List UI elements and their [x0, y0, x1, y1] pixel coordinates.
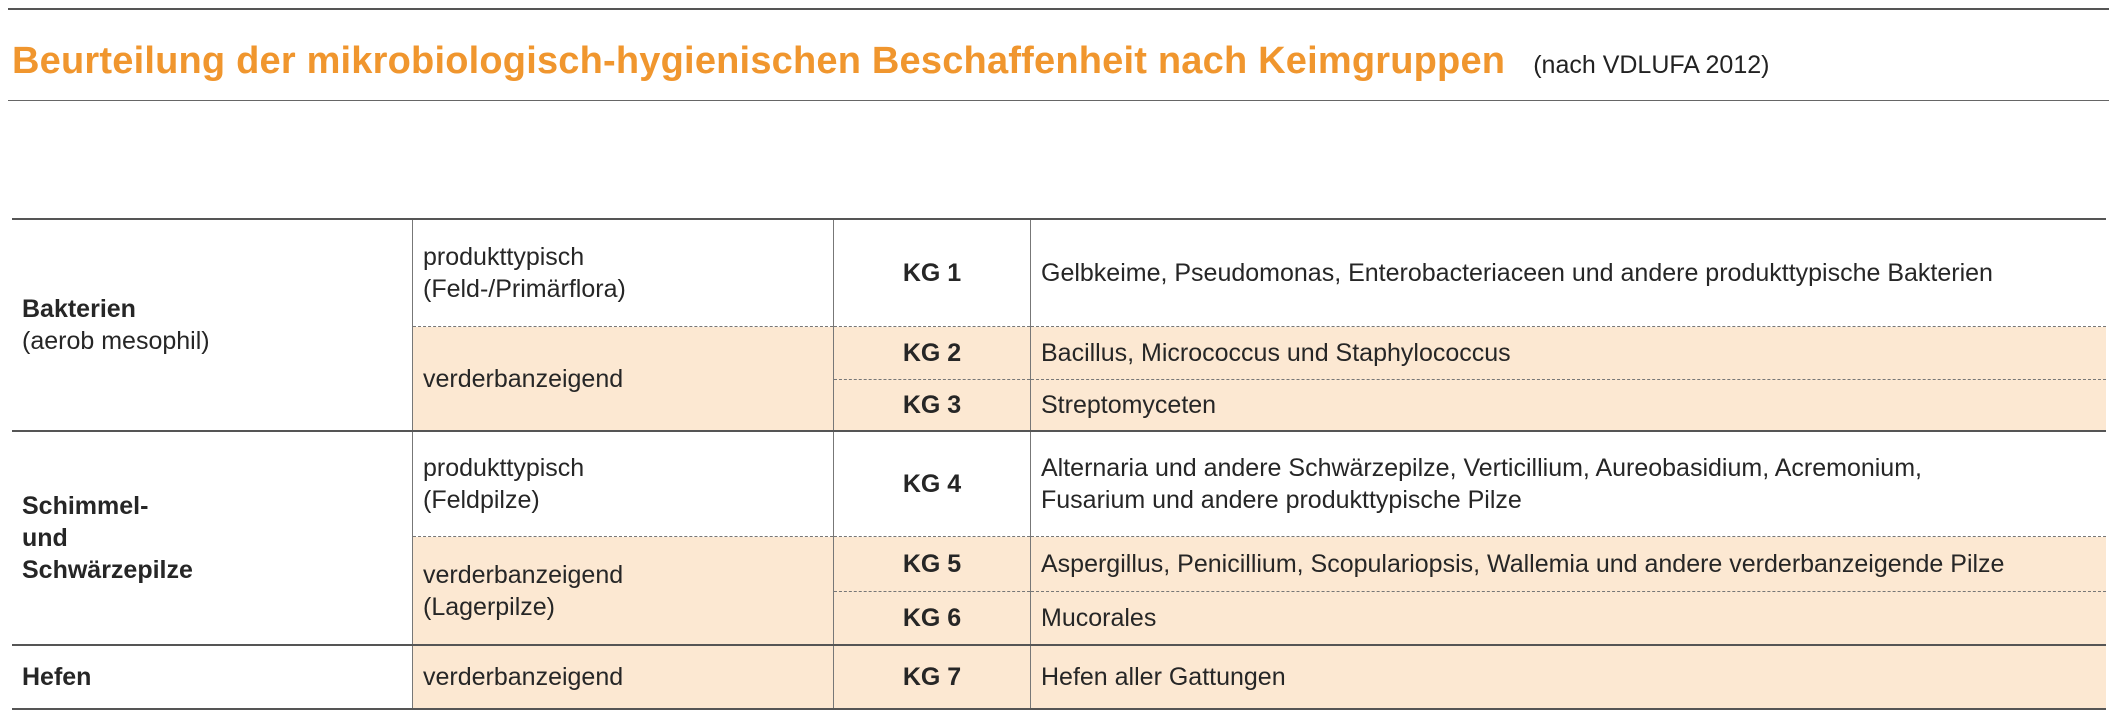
group-cell-hefen — [12, 645, 413, 709]
sub-cell — [413, 327, 834, 432]
group-cell-bakterien — [12, 219, 413, 431]
group-name: Bakterien — [22, 295, 136, 323]
header — [12, 40, 2102, 84]
table-row — [12, 431, 2106, 537]
sub-label: verderbanzeigend — [423, 364, 624, 393]
desc-cell: Mucorales — [1031, 592, 2107, 646]
desc-cell: Bacillus, Micrococcus und Staphylococcus — [1031, 327, 2107, 380]
group-name: Hefen — [22, 663, 92, 691]
sub-label: (Lagerpilze) — [423, 592, 556, 621]
top-rule — [8, 8, 2109, 10]
desc-line: Alternaria und andere Schwärzepilze, Verticillium, Aureobasidium, Acremonium, — [1041, 454, 1922, 482]
kg-cell: KG 2 — [834, 327, 1031, 380]
sub-cell — [413, 219, 834, 327]
desc-cell: Aspergillus, Penicillium, Scopulariopsis, Wallemia und andere verderbanzeigende Pilze — [1031, 537, 2107, 592]
keimgruppen-table — [12, 218, 2106, 710]
desc-cell: Hefen aller Gattungen — [1031, 645, 2107, 709]
source-note: (nach VDLUFA 2012) — [1533, 51, 1770, 79]
table-row — [12, 219, 2106, 327]
group-subtitle: (aerob mesophil) — [22, 327, 210, 355]
sub-label: (Feld-/Primärflora) — [423, 275, 626, 303]
desc-line: Fusarium und andere produkttypische Pilze — [1041, 486, 1522, 514]
group-name: und — [22, 524, 68, 552]
header-rule — [8, 100, 2109, 101]
kg-cell: KG 5 — [834, 537, 1031, 592]
kg-cell: KG 6 — [834, 592, 1031, 646]
sub-label: (Feldpilze) — [423, 486, 540, 514]
group-name: Schwärzepilze — [22, 556, 193, 584]
sub-label: verderbanzeigend — [423, 560, 624, 589]
sub-label: produkttypisch — [423, 454, 585, 482]
kg-cell: KG 7 — [834, 645, 1031, 709]
sub-cell — [413, 645, 834, 709]
sub-cell — [413, 431, 834, 537]
kg-cell: KG 3 — [834, 380, 1031, 432]
desc-cell: Streptomyceten — [1031, 380, 2107, 432]
group-name: Schimmel- — [22, 492, 149, 520]
page-title: Beurteilung der mikrobiologisch-hygienischen Beschaffenheit nach Keimgruppen — [12, 40, 1506, 82]
kg-cell: KG 4 — [834, 431, 1031, 537]
group-cell-schimmel — [12, 431, 413, 645]
sub-cell — [413, 537, 834, 646]
desc-cell — [1031, 431, 2107, 537]
sub-label: produkttypisch — [423, 243, 585, 271]
sub-label: verderbanzeigend — [423, 663, 624, 691]
desc-cell: Gelbkeime, Pseudomonas, Enterobacteriaceen und andere produkttypische Bakterien — [1031, 219, 2107, 327]
table-row — [12, 645, 2106, 709]
kg-cell: KG 1 — [834, 219, 1031, 327]
